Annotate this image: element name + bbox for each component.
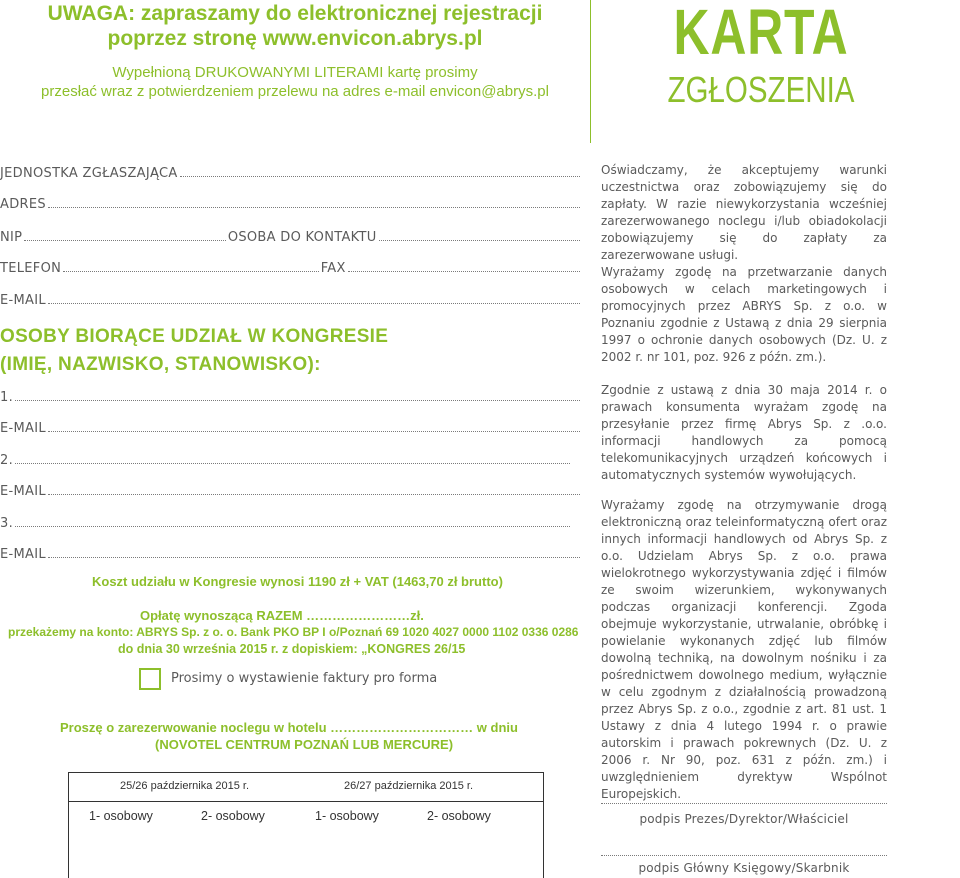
karta-title: KARTA — [673, 0, 849, 68]
field-jednostka-label: JEDNOSTKA ZGŁASZAJĄCA — [0, 166, 178, 181]
participant-3[interactable] — [0, 513, 572, 531]
zgloszenia-title: ZGŁOSZENIA — [667, 69, 855, 110]
field-nip-osoba[interactable] — [0, 227, 582, 245]
field-telefon-fax[interactable] — [0, 258, 582, 276]
hotel-names: (NOVOTEL CENTRUM POZNAŃ LUB MERCURE) — [155, 737, 454, 752]
table-date-2: 26/27 października 2015 r. — [344, 780, 474, 792]
invoice-label: Prosimy o wystawienie faktury pro forma — [171, 671, 438, 686]
right-paragraph-1: Oświadczamy, że akceptujemy warunki uczestnictwa oraz zobowiązujemy się do zapłaty. W razie niewykorzystania wcześniej zarezerwowanego noclegu i/lub obiadokolacji zobowiązujemy się do zapłaty za zarezerwowane usługi. — [601, 163, 887, 262]
table-divider — [69, 801, 543, 802]
field-osoba-label: OSOBA DO KONTAKTU — [227, 230, 377, 245]
field-telefon-label: TELEFON — [0, 261, 62, 276]
participants-heading-line1: OSOBY BIORĄCE UDZIAŁ W KONGRESIE — [0, 326, 389, 347]
participant-1-email-label: E-MAIL — [0, 421, 46, 436]
signature-label-1: podpis Prezes/Dyrektor/Właściciel — [639, 812, 849, 826]
field-adres[interactable] — [0, 194, 582, 212]
right-paragraph-2: Wyrażamy zgodę na przetwarzanie danych osobowych w celach marketingowych i promocyjnych przez ABRYS Sp. z o.o. w Poznaniu zgodnie z Ustawą z dnia 29 sierpnia 1997 o ochronie danych osobowych (Dz. U. z 2002 r. nr 101, poz. 926 z późn. zm.). — [601, 265, 887, 364]
field-adres-label: ADRES — [0, 197, 46, 212]
cost-info: Koszt udziału w Kongresie wynosi 1190 zł + VAT (1463,70 zł brutto) — [92, 574, 503, 589]
signature-line-2[interactable] — [601, 855, 887, 856]
table-date-1: 25/26 października 2015 r. — [120, 780, 250, 792]
header-title-line1: UWAGA: zapraszamy do elektronicznej rejestracji — [47, 2, 543, 25]
signature-line-1[interactable] — [601, 803, 887, 804]
right-paragraph-3: Zgodnie z ustawą z dnia 30 maja 2014 r. o prawach konsumenta wyrażam zgodę na przesyłanie przez firmę Abrys Sp. z .o.o. informacji handlowych za pomocą telekomunikacyjnych urządzeń końcowych i automatycznych systemów wywołujących. — [601, 383, 887, 482]
payment-deadline: do dnia 30 września 2015 r. z dopiskiem: „KONGRES 26/15 — [118, 642, 466, 656]
table-option-1[interactable]: 1- osobowy — [89, 809, 153, 823]
header-divider — [590, 0, 591, 143]
header-instruction-line1: Wypełnioną DRUKOWANYMI LITERAMI kartę prosimy — [112, 64, 478, 81]
invoice-checkbox[interactable] — [139, 668, 161, 690]
participant-2-label: 2. — [0, 453, 14, 468]
table-option-2[interactable]: 2- osobowy — [201, 809, 265, 823]
field-email[interactable] — [0, 290, 582, 308]
hotel-request: Proszę o zarezerwowanie noclegu w hotelu …………………………… w dniu — [60, 720, 518, 735]
participants-heading-line2: (IMIĘ, NAZWISKO, STANOWISKO): — [0, 354, 321, 375]
header-instruction-line2: przesłać wraz z potwierdzeniem przelewu na adres e-mail envicon@abrys.pl — [41, 83, 549, 100]
field-nip-label: NIP — [0, 230, 23, 245]
right-paragraph-4: Wyrażamy zgodę na otrzymywanie drogą elektroniczną oraz teleinformatyczną ofert oraz innych informacji handlowych od Abrys Sp. z o.o. Udzielam Abrys Sp. z o.o. prawa wielokrotnego wykorzystywania zdjęć i filmów ze swoim wizerunkiem, wykonywanych podczas organizacji konferencji. Zgoda obejmuje wykorzystanie, utrwalanie, obróbkę i powielanie wykonanych zdjęć lub filmów dowolną techniką, na dowolnym nośniku i za pośrednictwem dowolnego medium, wyłącznie w celu zgodnym z działalnością prowadzoną przez Abrys Sp. z o.o., zgodnie z art. 81 ust. 1 Ustawy z dnia 4 lutego 1994 r. o prawie autorskim i prawach pokrewnych (Dz. U. z 2006 r. Nr 90, poz. 631 z późn. zm.) i uwzględnieniem dyrektyw Wspólnot Europejskich. — [601, 498, 887, 801]
payment-total: Opłatę wynoszącą RAZEM ……………………zł. — [140, 608, 424, 623]
field-fax-label: FAX — [320, 261, 346, 276]
signature-label-2: podpis Główny Księgowy/Skarbnik — [638, 861, 850, 875]
participant-2-email-label: E-MAIL — [0, 484, 46, 499]
table-option-3[interactable]: 1- osobowy — [315, 809, 379, 823]
field-email-label: E-MAIL — [0, 293, 46, 308]
participant-3-email[interactable] — [0, 544, 582, 562]
field-jednostka[interactable] — [0, 163, 582, 181]
payment-account: przekażemy na konto: ABRYS Sp. z o. o. Bank PKO BP I o/Poznań 69 1020 4027 0000 1102 0336 0286 — [8, 625, 579, 639]
participant-3-email-label: E-MAIL — [0, 547, 46, 562]
table-option-4[interactable]: 2- osobowy — [427, 809, 491, 823]
participant-1-email[interactable] — [0, 418, 582, 436]
participant-2[interactable] — [0, 450, 572, 468]
participant-3-label: 3. — [0, 516, 14, 531]
header-title-line2: poprzez stronę www.envicon.abrys.pl — [107, 27, 483, 50]
participant-2-email[interactable] — [0, 481, 582, 499]
participant-1[interactable] — [0, 387, 582, 405]
participant-1-label: 1. — [0, 390, 14, 405]
hotel-table — [68, 772, 544, 878]
